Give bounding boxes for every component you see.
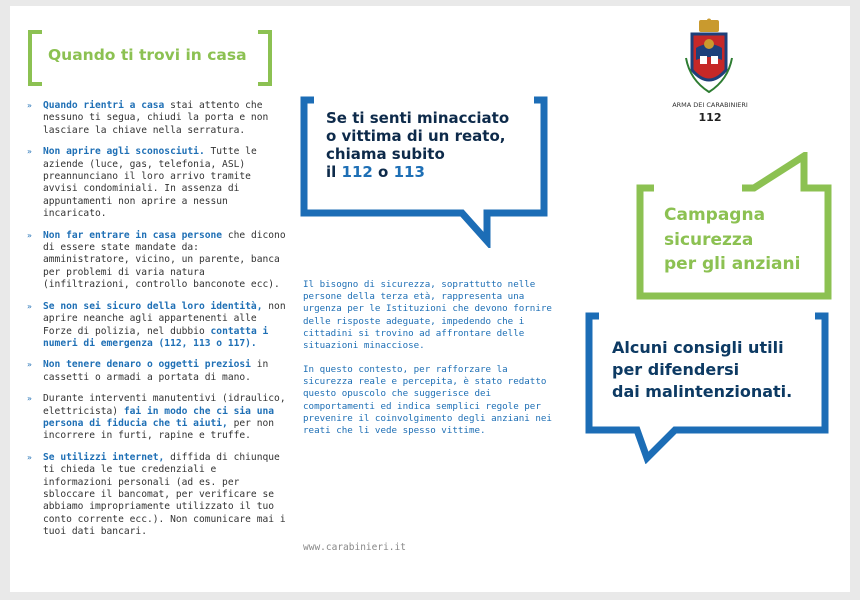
list-item: [27, 359, 289, 384]
tip-text: per non incorrere in furti, rapine e truffe.: [43, 417, 275, 442]
campaign-title: [664, 203, 800, 277]
list-item: [27, 100, 289, 137]
emergency-number-112: 112: [341, 163, 373, 181]
bubble-line-2: o vittima di un reato,: [326, 127, 506, 145]
bubble-o: o: [372, 163, 394, 181]
list-item: [27, 393, 289, 443]
advice-line-2: per difendersi: [612, 360, 740, 379]
list-item: [27, 452, 289, 539]
tips-list: [27, 100, 289, 548]
tip-bold: Non far entrare in casa persone: [43, 229, 223, 241]
advice-title: [612, 337, 792, 403]
tip-bold: Non tenere denaro o oggetti preziosi: [43, 359, 251, 371]
heading-bracket-right: [258, 30, 272, 86]
bubble-line-3: chiama subito: [326, 145, 445, 163]
website-link[interactable]: www.carabinieri.it: [303, 542, 406, 553]
crest-number: 112: [698, 111, 722, 124]
bullet-icon: »: [27, 147, 32, 157]
tip-bold: Quando rientri a casa: [43, 100, 165, 111]
tip-text: Tutte le aziende (luce, gas, telefonia, ASL) preannunciano il loro arrivo tramite avvisi condominiali. In assenza di appuntamenti non aprire a nessun incaricato.: [43, 146, 257, 220]
campaign-line-1: Campagna: [664, 205, 766, 225]
tip-text: stai attento che nessuno ti segua, chiudi la porta e non lasciare la chiave nella serratura.: [43, 100, 269, 136]
intro-paragraph-2: In questo contesto, per rafforzare la sicurezza reale e percepita, è stato redatto questo opuscolo che suggerisce dei comportamenti ed indica semplici regole per prevenire il coinvolgimento degli anziani nei reati che li vede spesso vittime.: [303, 364, 552, 437]
tip-text: diffida di chiunque ti chieda le tue credenziali e informazioni personali (ad es. per sbloccare il bancomat, per verificare se abbiamo impropriamente utilizzato il tuo conto corrente ecc.). Non comunicare mai i tuoi dati bancari.: [43, 451, 286, 538]
tip-bold: Se utilizzi internet,: [43, 451, 165, 463]
section-heading: Quando ti trovi in casa: [48, 46, 247, 64]
tip-text: non aprire neanche agli appartenenti alle Forze di polizia, nel dubbio: [43, 300, 286, 337]
heading-bracket-left: [28, 30, 42, 86]
advice-line-3: dai malintenzionati.: [612, 382, 793, 401]
bubble-line-1: Se ti senti minacciato: [326, 109, 510, 127]
bullet-icon: »: [27, 101, 32, 110]
list-item: [27, 301, 289, 351]
list-item: [27, 146, 289, 220]
bullet-icon: »: [27, 360, 32, 370]
bubble-message: [326, 109, 509, 181]
bullet-icon: »: [27, 230, 32, 240]
campaign-line-3: per gli anziani: [664, 254, 801, 274]
emergency-number-113: 113: [393, 163, 425, 181]
tip-bold: Se non sei sicuro della loro identità,: [43, 300, 263, 312]
bullet-icon: »: [27, 301, 32, 311]
advice-line-1: Alcuni consigli utili: [612, 338, 784, 357]
tip-bold-emergency: contatta i numeri di emergenza (112, 113 o 117).: [43, 325, 269, 349]
bullet-icon: »: [27, 394, 32, 404]
list-item: [27, 230, 289, 292]
bubble-il: il: [326, 163, 342, 181]
intro-paragraph-1: Il bisogno di sicurezza, soprattutto nelle persone della terza età, rappresenta una urgenza per le Istituzioni che devono fornire delle risposte adeguate, impedendo che i cittadini si trovino ad affrontare delle situazioni minacciose.: [303, 279, 552, 352]
tip-bold: fai in modo che ci sia una persona di fiducia che ti aiuti,: [43, 405, 275, 429]
tip-bold: Non aprire agli sconosciuti.: [43, 146, 205, 158]
tip-text-intro: Durante interventi manutentivi (idraulico, elettricista): [43, 393, 286, 417]
crest-label: ARMA DEI CARABINIERI: [672, 101, 748, 109]
tip-text: in cassetti o armadi a portata di mano.: [43, 359, 269, 383]
bullet-icon: »: [27, 452, 32, 462]
bubble-line-4: [326, 163, 509, 181]
tip-text: che dicono di essere state mandate da: amministratore, vicino, un parente, banca per problemi di varia natura (infiltrazioni, controllo banconote ecc).: [43, 229, 286, 291]
carabinieri-crest-icon: [684, 18, 734, 96]
campaign-line-2: sicurezza: [664, 229, 754, 250]
